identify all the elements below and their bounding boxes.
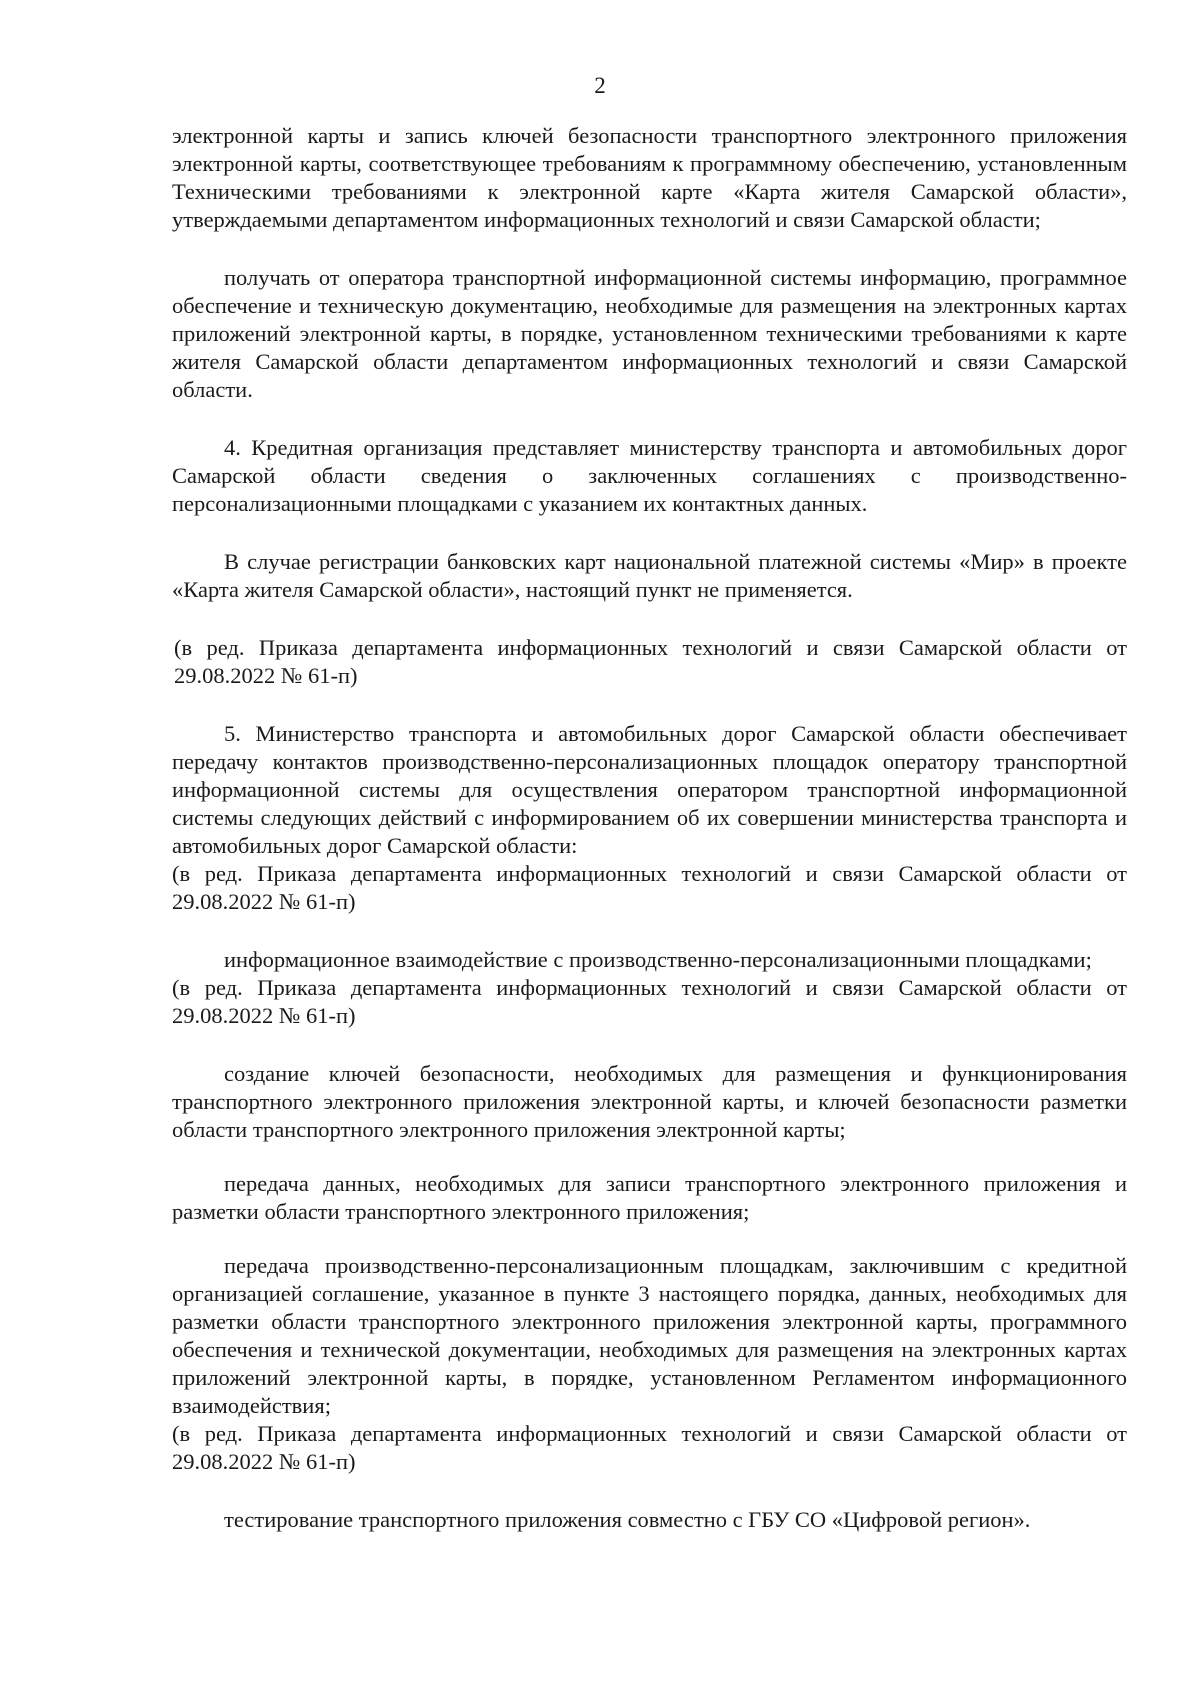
paragraph-security-keys: создание ключей безопасности, необходимых для размещения и функционирования транспортного электронного приложения электронной карты, и ключей безопасности разметки области транспортного электронного приложения электронной карты;: [172, 1061, 1127, 1142]
paragraph-receive-from-operator: получать от оператора транспортной информационной системы информацию, программное обеспечение и техническую документацию, необходимые для размещения на электронных картах приложений электронной карты, в порядке, установленном техническими требованиями к карте жителя Самарской области департаментом информационных технологий и связи Самарской области.: [172, 265, 1127, 402]
paragraph-data-transfer: передача данных, необходимых для записи транспортного электронного приложения и разметки области транспортного электронного приложения;: [172, 1171, 1127, 1224]
page-number: 2: [594, 73, 606, 98]
paragraph-continuation: электронной карты и запись ключей безопасности транспортного электронного приложения электронной карты, соответствующее требованиям к программному обеспечению, установленным Техническими требованиями к электронной карте «Карта жителя Самарской области», утверждаемыми департаментом информационных технологий и связи Самарской области;: [172, 123, 1127, 232]
paragraph-transfer-to-sites: передача производственно-персонализационным площадкам, заключившим с кредитной организацией соглашение, указанное в пункте 3 настоящего порядка, данных, необходимых для разметки области транспортного электронного приложения электронной карты, программного обеспечения и технической документации, необходимых для размещения на электронных картах приложений электронной карты, в порядке, установленном Регламентом информационного взаимодействия;: [172, 1253, 1127, 1418]
document-body: [172, 122, 1127, 1534]
paragraph-item-4: 4. Кредитная организация представляет министерству транспорта и автомобильных дорог Самарской области сведения о заключенных соглашениях с производственно-персонализационными площадками с указанием их контактных данных.: [172, 435, 1127, 516]
amendment-note: (в ред. Приказа департамента информационных технологий и связи Самарской области от 29.08.2022 № 61-п): [172, 975, 1127, 1028]
amendment-note: (в ред. Приказа департамента информационных технологий и связи Самарской области от 29.08.2022 № 61-п): [172, 1421, 1127, 1474]
paragraph-item-5: 5. Министерство транспорта и автомобильных дорог Самарской области обеспечивает передачу контактов производственно-персонализационных площадок оператору транспортной информационной системы для осуществления оператором транспортной информационной системы следующих действий с информированием об их совершении министерства транспорта и автомобильных дорог Самарской области:: [172, 721, 1127, 858]
paragraph-information-interaction: информационное взаимодействие с производственно-персонализационными площадками;: [224, 947, 1092, 972]
paragraph-mir-cards: В случае регистрации банковских карт национальной платежной системы «Мир» в проекте «Карта жителя Самарской области», настоящий пункт не применяется.: [172, 549, 1127, 602]
paragraph-testing: тестирование транспортного приложения совместно с ГБУ СО «Цифровой регион».: [224, 1507, 1031, 1532]
amendment-note: (в ред. Приказа департамента информационных технологий и связи Самарской области от 29.08.2022 № 61-п): [172, 861, 1127, 914]
amendment-note: (в ред. Приказа департамента информационных технологий и связи Самарской области от 29.08.2022 № 61-п): [174, 635, 1127, 688]
